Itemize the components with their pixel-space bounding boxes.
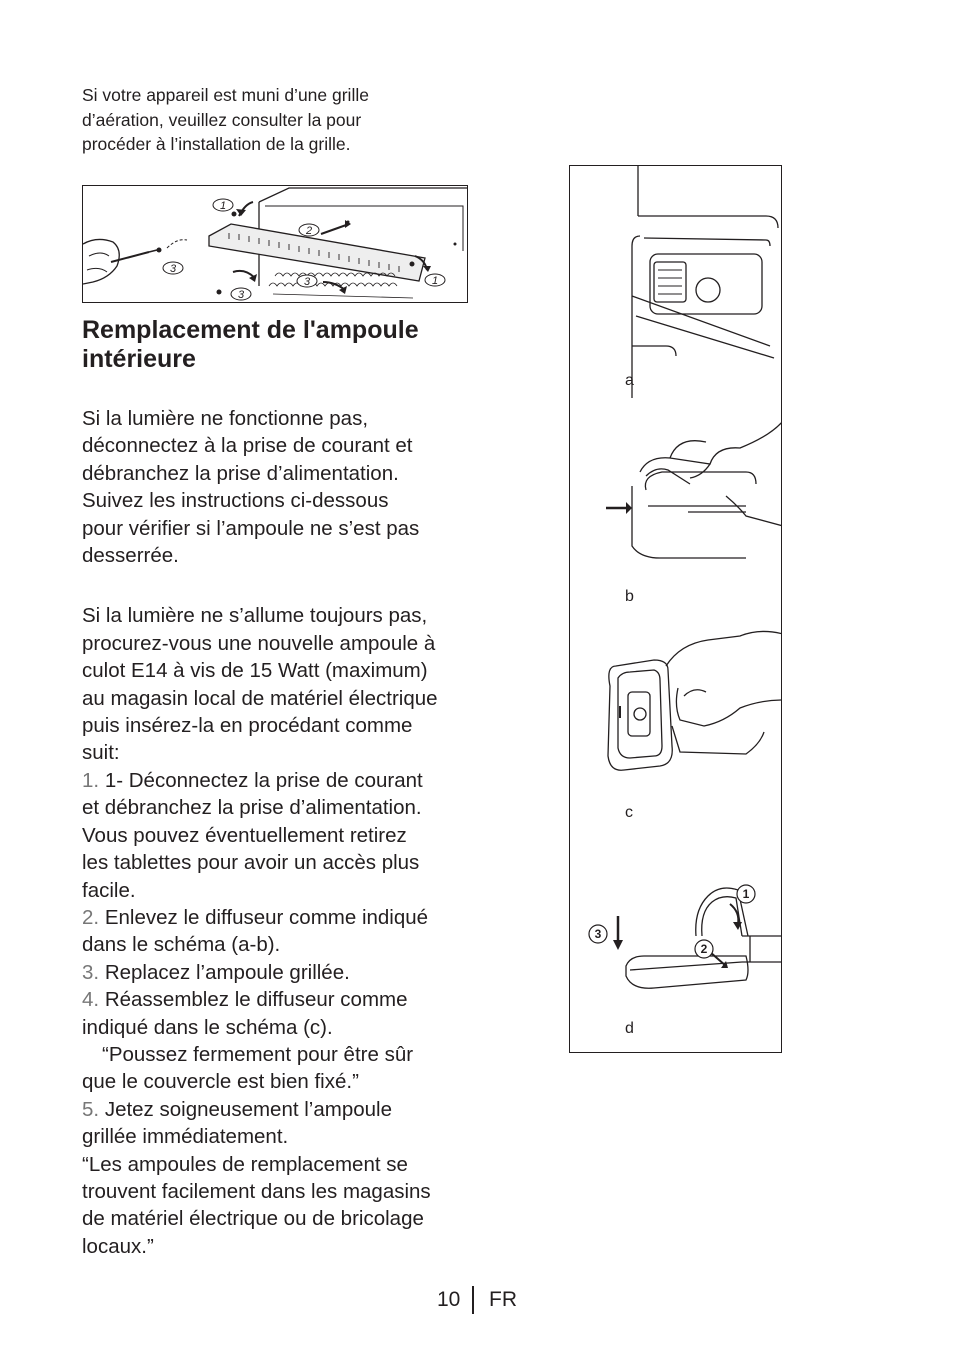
lamp-steps-illustration (570, 166, 782, 1053)
section-title: Remplacement de l'ampoule intérieure (82, 316, 419, 373)
step-2: 2. Enlevez le diffuseur comme indiqué dans le schéma (a-b). (82, 905, 429, 957)
paragraph-new-bulb: Si la lumière ne s’allume toujours pas, procurez-vous une nouvelle ampoule à culot E14 à vis de 15 Watt (maximum) au magasin local de matériel électrique puis insérez-la en procédant comme suit: (82, 604, 438, 765)
callout-3-bottom: 3 (237, 289, 245, 301)
language-code: FR (489, 1288, 517, 1311)
step-1: 1. 1- Déconnectez la prise de courant et débranchez la prise d’alimentation. Vous pouvez éventuellement retirez les tablettes pour avoir un accès plus facile. (82, 768, 423, 902)
step-number: 3. (82, 960, 100, 984)
callout-d-3: 3 (594, 927, 602, 941)
panel-label-d: d (625, 1020, 634, 1037)
callout-d-2: 2 (700, 942, 708, 956)
footer-divider (472, 1286, 474, 1314)
paragraph-lamp-not-working: Si la lumière ne fonctionne pas, déconnectez à la prise de courant et débranchez la prise d’alimentation. Suivez les instructions ci-dessous pour vérifier si l’ampoule ne s’est pas desserrée. (82, 407, 420, 568)
panel-label-c: c (625, 804, 633, 821)
step-number: 4. (82, 988, 100, 1012)
grille-illustration (83, 186, 468, 303)
callout-3-left: 3 (169, 263, 177, 275)
callout-3-middle: 3 (303, 276, 311, 288)
step-number: 1. (82, 768, 100, 792)
grille-installation-figure (82, 185, 468, 303)
panel-label-b: b (625, 588, 634, 605)
panel-label-a: a (625, 372, 634, 389)
step-4: 4. Réassemblez le diffuseur comme indiqué dans le schéma (c). (82, 988, 408, 1039)
step-number: 5. (82, 1097, 100, 1121)
body-text (82, 405, 474, 1260)
intro-text: Si votre appareil est muni d’une grille d’aération, veuillez consulter la pour procéder à l’installation de la grille. (82, 85, 369, 154)
callout-1-top: 1 (219, 200, 227, 212)
callout-2-top: 2 (305, 225, 313, 237)
step-5: 5. Jetez soigneusement l’ampoule grillée immédiatement. (82, 1097, 392, 1149)
quote-replacement-bulbs: “Les ampoules de remplacement se trouvent facilement dans les magasins de matériel électrique ou de bricolage locaux.” (82, 1152, 431, 1258)
quote-push-firmly: “Poussez fermement pour être sûr que le couvercle est bien fixé.” (82, 1042, 414, 1094)
step-number: 2. (82, 905, 100, 929)
page-footer (0, 1286, 954, 1316)
step-3: 3. Replacez l’ampoule grillée. (82, 960, 350, 984)
callout-d-1: 1 (742, 887, 750, 901)
page-number: 10 (437, 1288, 461, 1311)
callout-1-right: 1 (431, 275, 439, 287)
lamp-replacement-figure (569, 165, 782, 1053)
